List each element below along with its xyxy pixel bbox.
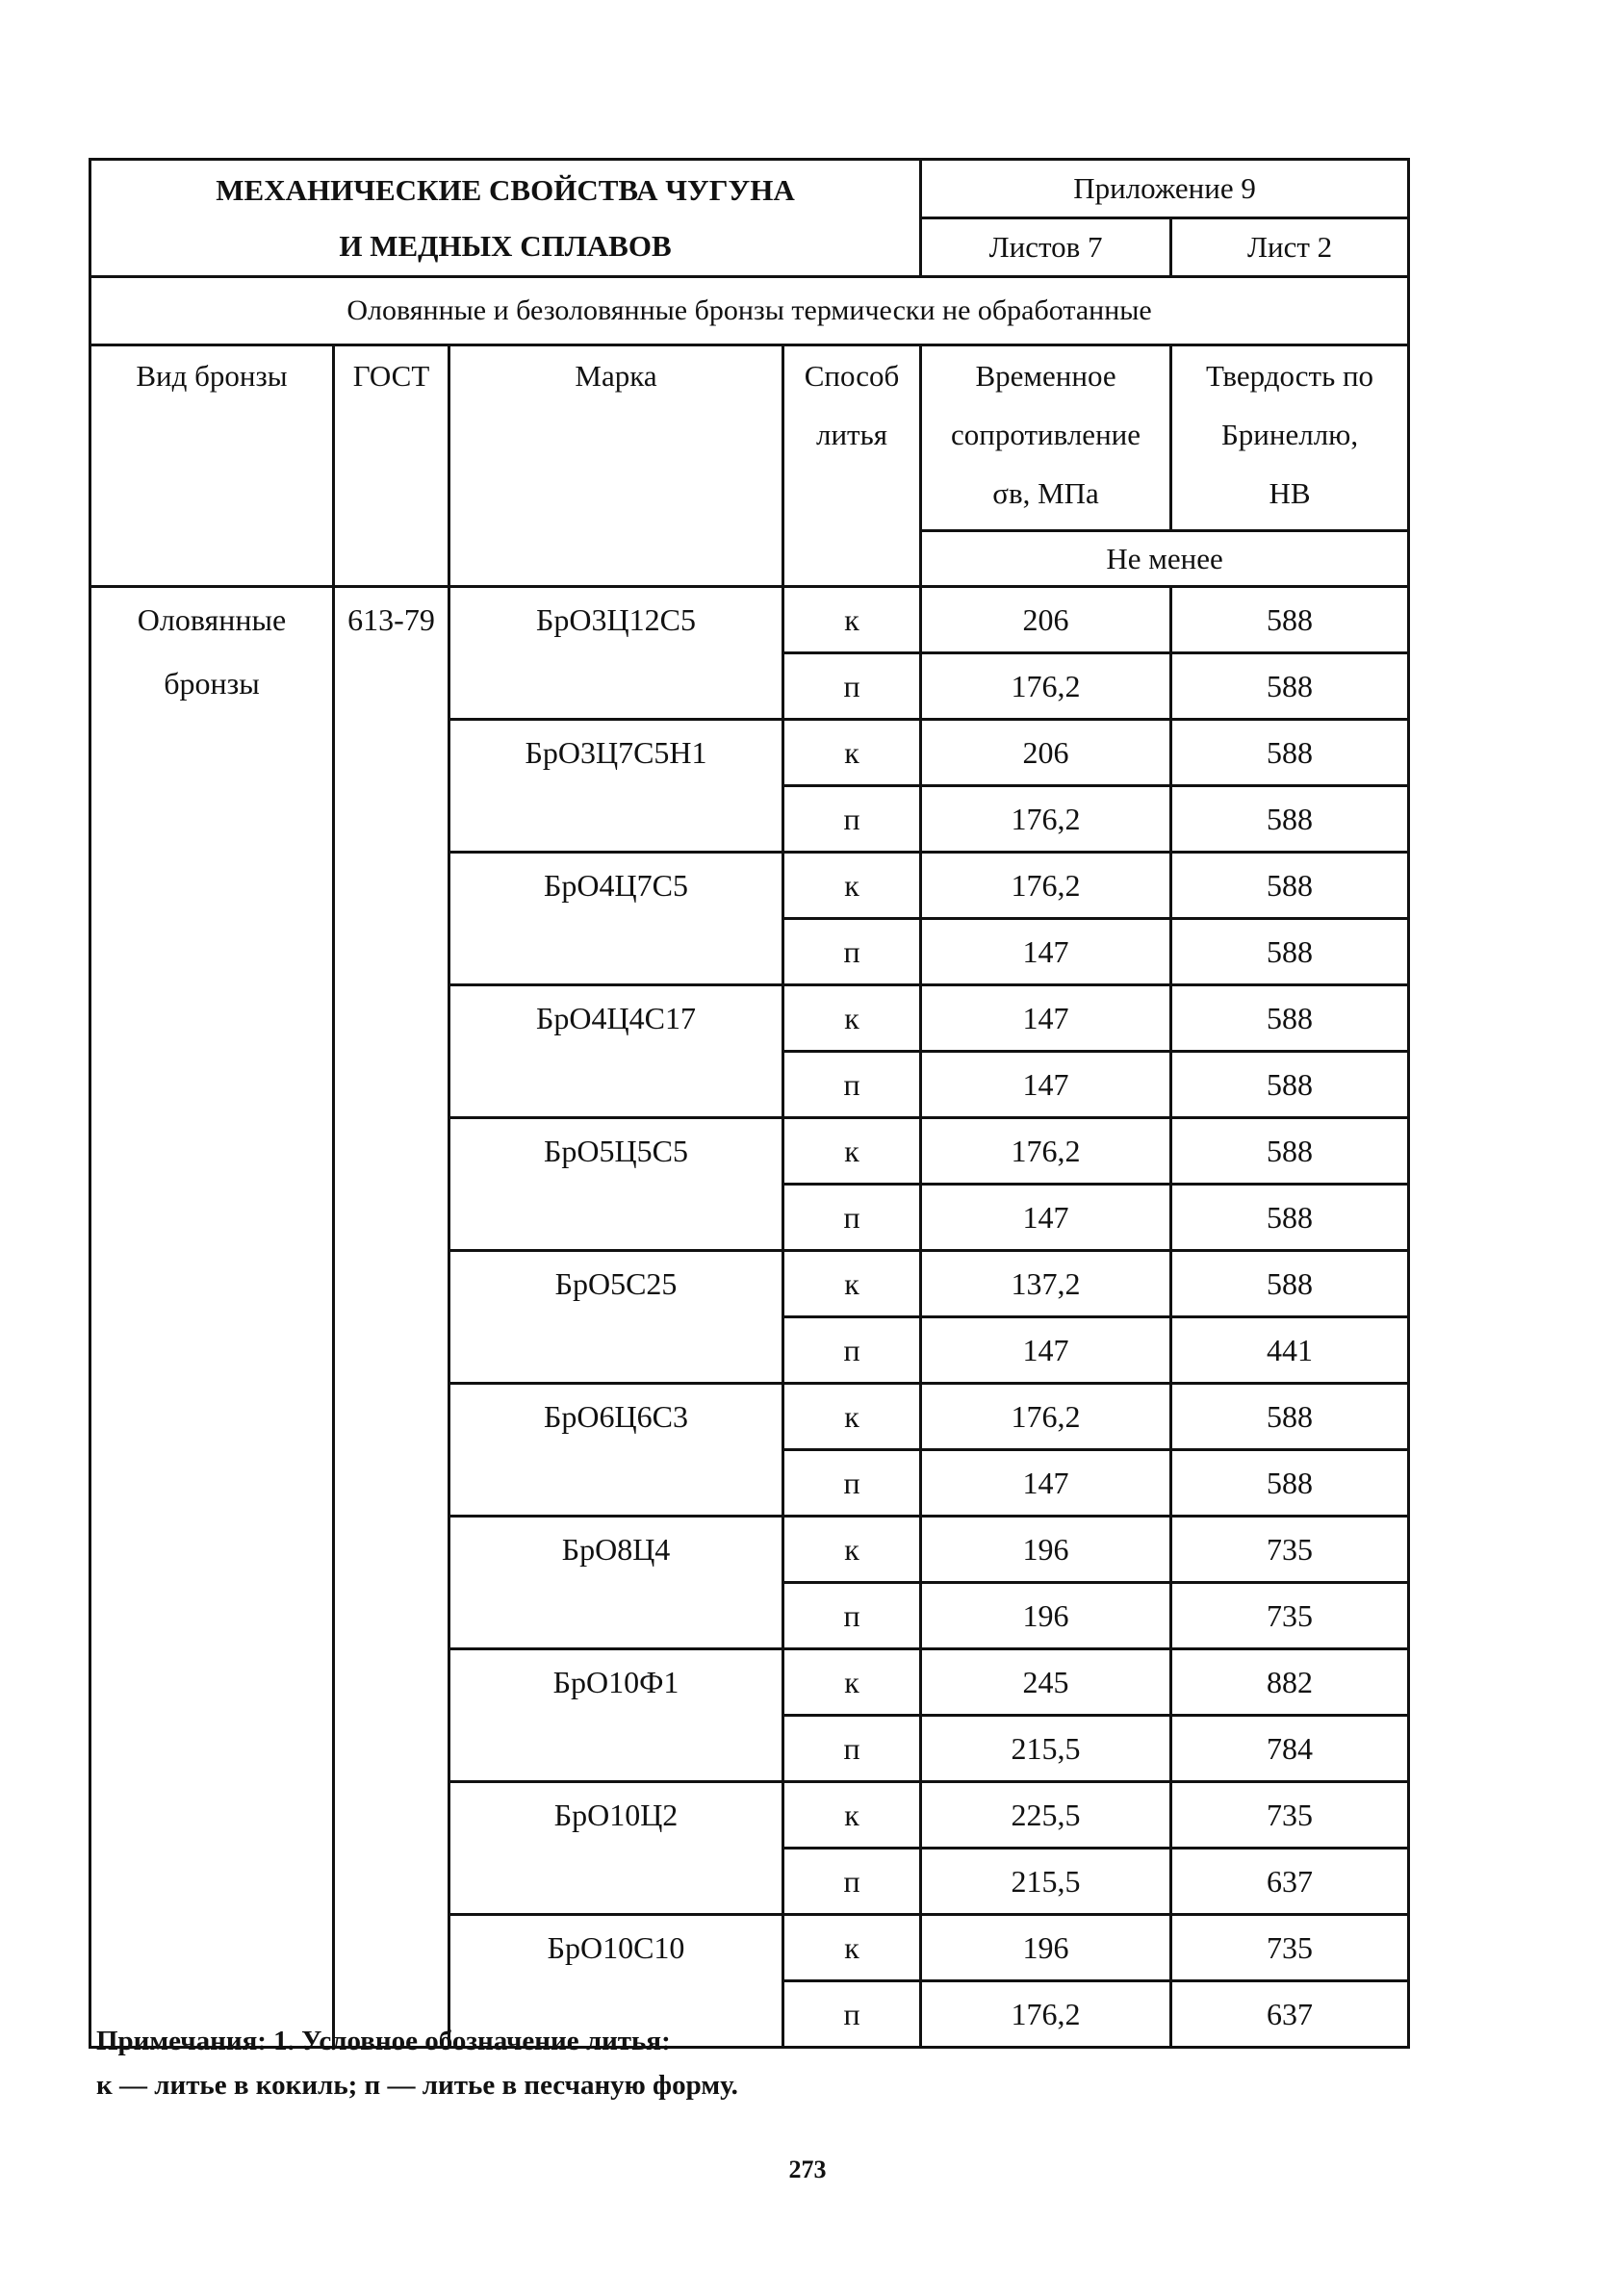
hardness-cell: 735	[1171, 1517, 1409, 1583]
tensile-strength-cell: 196	[921, 1915, 1171, 1981]
casting-method-cell: п	[783, 1317, 921, 1384]
tensile-strength-cell: 206	[921, 720, 1171, 786]
column-header-ne-menee: Не менее	[921, 531, 1409, 587]
tensile-strength-cell: 196	[921, 1583, 1171, 1649]
grade-marka-cell: БрО10Ф1	[449, 1649, 783, 1782]
grade-marka-cell: БрО10Ц2	[449, 1782, 783, 1915]
hardness-cell: 588	[1171, 1251, 1409, 1317]
tensile-strength-cell: 215,5	[921, 1849, 1171, 1915]
column-header-marka: Марка	[449, 345, 783, 587]
tensile-strength-cell: 176,2	[921, 653, 1171, 720]
grade-marka-cell: БрО3Ц12С5	[449, 587, 783, 720]
casting-method-cell: п	[783, 1583, 921, 1649]
tensile-strength-cell: 176,2	[921, 853, 1171, 919]
tensile-strength-cell: 215,5	[921, 1716, 1171, 1782]
casting-method-cell: п	[783, 653, 921, 720]
appendix-label: Приложение 9	[921, 160, 1409, 218]
casting-method-cell: к	[783, 1251, 921, 1317]
casting-method-cell: к	[783, 1384, 921, 1450]
sheets-total: Листов 7	[921, 218, 1171, 277]
casting-method-cell: к	[783, 1517, 921, 1583]
casting-method-cell: к	[783, 720, 921, 786]
table-notes	[96, 2019, 738, 2107]
grade-marka-cell: БрО8Ц4	[449, 1517, 783, 1649]
grade-marka-cell: БрО4Ц4С17	[449, 985, 783, 1118]
document-title: МЕХАНИЧЕСКИЕ СВОЙСТВА ЧУГУНА И МЕДНЫХ СПЛАВОВ	[90, 160, 921, 277]
tensile-strength-cell: 206	[921, 587, 1171, 653]
casting-method-cell: к	[783, 853, 921, 919]
hardness-cell: 588	[1171, 720, 1409, 786]
document-sheet	[89, 158, 1407, 2049]
casting-method-cell: к	[783, 1782, 921, 1849]
hardness-cell: 588	[1171, 653, 1409, 720]
hardness-cell: 637	[1171, 1849, 1409, 1915]
tensile-strength-cell: 176,2	[921, 1118, 1171, 1185]
page-number: 273	[788, 2156, 827, 2183]
grade-marka-cell: БрО4Ц7С5	[449, 853, 783, 985]
casting-method-cell: п	[783, 786, 921, 853]
casting-method-cell: п	[783, 919, 921, 985]
tensile-strength-cell: 147	[921, 1185, 1171, 1251]
casting-method-cell: п	[783, 1981, 921, 2048]
tensile-strength-cell: 225,5	[921, 1782, 1171, 1849]
tensile-strength-cell: 147	[921, 1052, 1171, 1118]
hardness-cell: 735	[1171, 1583, 1409, 1649]
tensile-strength-cell: 176,2	[921, 1981, 1171, 2048]
hardness-cell: 637	[1171, 1981, 1409, 2048]
tensile-strength-cell: 147	[921, 919, 1171, 985]
column-header-vid: Вид бронзы	[90, 345, 334, 587]
hardness-cell: 588	[1171, 919, 1409, 985]
casting-method-cell: к	[783, 1118, 921, 1185]
casting-method-cell: п	[783, 1849, 921, 1915]
hardness-cell: 735	[1171, 1782, 1409, 1849]
tensile-strength-cell: 196	[921, 1517, 1171, 1583]
casting-method-cell: к	[783, 587, 921, 653]
column-header-tverdost: Твердость по Бринеллю, НВ	[1171, 345, 1409, 531]
tensile-strength-cell: 176,2	[921, 1384, 1171, 1450]
column-header-vremennoe: Временное сопротивление σв, МПа	[921, 345, 1171, 531]
hardness-cell: 441	[1171, 1317, 1409, 1384]
hardness-cell: 588	[1171, 1118, 1409, 1185]
hardness-cell: 588	[1171, 786, 1409, 853]
casting-method-cell: к	[783, 1915, 921, 1981]
note-line: к — литье в кокиль; п — литье в песчаную форму.	[96, 2070, 738, 2101]
hardness-cell: 735	[1171, 1915, 1409, 1981]
casting-method-cell: п	[783, 1185, 921, 1251]
hardness-cell: 588	[1171, 1384, 1409, 1450]
group-gost-cell: 613-79	[334, 587, 449, 2048]
tensile-strength-cell: 245	[921, 1649, 1171, 1716]
table-subtitle: Оловянные и безоловянные бронзы термически не обработанные	[90, 277, 1409, 345]
grade-marka-cell: БрО6Ц6С3	[449, 1384, 783, 1517]
casting-method-cell: к	[783, 1649, 921, 1716]
tensile-strength-cell: 147	[921, 1450, 1171, 1517]
column-header-gost: ГОСТ	[334, 345, 449, 587]
grade-marka-cell: БрО3Ц7С5Н1	[449, 720, 783, 853]
casting-method-cell: п	[783, 1716, 921, 1782]
table-row	[90, 587, 1409, 653]
properties-table	[89, 158, 1410, 2049]
tensile-strength-cell: 176,2	[921, 786, 1171, 853]
sheet-number: Лист 2	[1171, 218, 1409, 277]
hardness-cell: 588	[1171, 587, 1409, 653]
hardness-cell: 588	[1171, 1185, 1409, 1251]
hardness-cell: 588	[1171, 1052, 1409, 1118]
column-header-sposob: Способ литья	[783, 345, 921, 587]
grade-marka-cell: БрО5С25	[449, 1251, 783, 1384]
hardness-cell: 882	[1171, 1649, 1409, 1716]
hardness-cell: 588	[1171, 985, 1409, 1052]
tensile-strength-cell: 137,2	[921, 1251, 1171, 1317]
note-line: Примечания: 1. Условное обозначение литья:	[96, 2026, 671, 2056]
casting-method-cell: п	[783, 1052, 921, 1118]
hardness-cell: 588	[1171, 853, 1409, 919]
group-vid-cell: Оловянные бронзы	[90, 587, 334, 2048]
casting-method-cell: п	[783, 1450, 921, 1517]
hardness-cell: 588	[1171, 1450, 1409, 1517]
grade-marka-cell: БрО5Ц5С5	[449, 1118, 783, 1251]
tensile-strength-cell: 147	[921, 985, 1171, 1052]
casting-method-cell: к	[783, 985, 921, 1052]
grade-marka-cell: БрО10С10	[449, 1915, 783, 2048]
tensile-strength-cell: 147	[921, 1317, 1171, 1384]
hardness-cell: 784	[1171, 1716, 1409, 1782]
